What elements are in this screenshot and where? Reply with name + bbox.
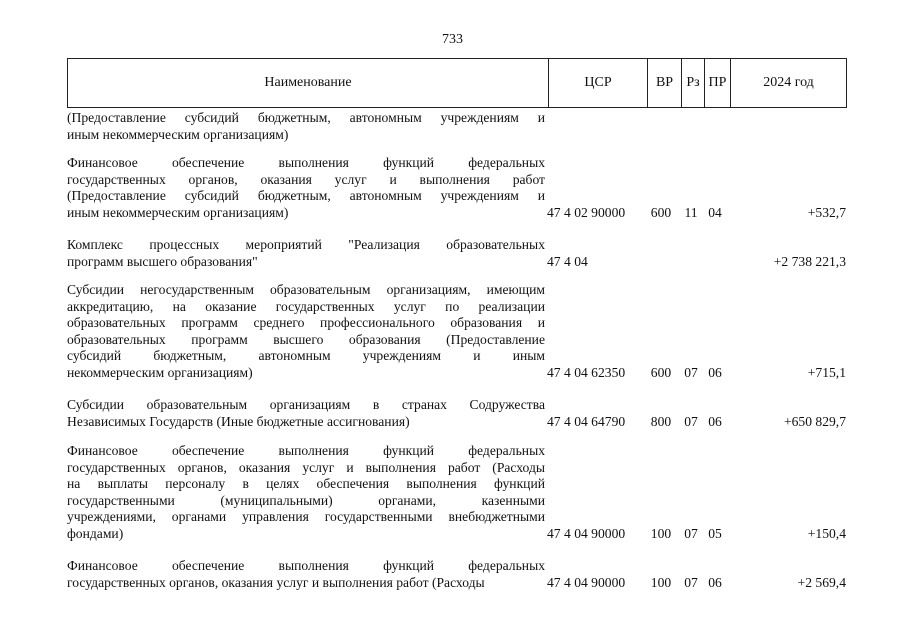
row-name: [67, 155, 545, 221]
row-pr: 06: [708, 364, 722, 380]
header-pr: ПР: [704, 59, 730, 107]
row-pr: 04: [708, 204, 722, 220]
row-csr: 47 4 04 64790: [547, 413, 626, 429]
row-name: [67, 558, 545, 591]
row-name-line: образовательных программ высшего образования (Предоставление: [67, 331, 545, 347]
row-amount: +650 829,7: [783, 413, 846, 429]
row-csr: 47 4 04: [547, 253, 588, 269]
row-name-line: государственных органов, оказания услуг и выполнения работ (Расходы: [67, 574, 485, 590]
row-name-line: аккредитацию, на оказание государственных услуг по реализации: [67, 298, 545, 314]
row-amount: +2 738 221,3: [773, 253, 846, 269]
row-pr: 06: [708, 574, 722, 590]
row-vr: 100: [650, 574, 672, 590]
row-rz: 11: [684, 204, 698, 220]
row-name-line: программ высшего образования": [67, 253, 258, 269]
header-rz: Рз: [681, 59, 704, 107]
header-name: Наименование: [264, 75, 352, 90]
row-name-line: государственных органов, оказания услуг и выполнения работ: [67, 171, 545, 187]
row-rz: 07: [684, 364, 698, 380]
row-name-line: некоммерческим организациям): [67, 364, 253, 380]
row-amount: +715,1: [807, 364, 846, 380]
row-name-line: фондами): [67, 525, 124, 541]
row-rz: 07: [684, 413, 698, 429]
header-csr: ЦСР: [548, 59, 647, 107]
header-vr: ВР: [647, 59, 681, 107]
row-name-line: Независимых Государств (Иные бюджетные ассигнования): [67, 413, 410, 429]
row-csr: 47 4 04 62350: [547, 364, 626, 380]
row-rz: 07: [684, 574, 698, 590]
row-name-line: учреждениями, органами управления государственными внебюджетными: [67, 509, 545, 524]
row-name-line: иным некоммерческим организациям): [67, 204, 289, 220]
row-csr: 47 4 04 90000: [547, 525, 626, 541]
row-name-line: образовательных программ среднего профессионального образования и: [67, 315, 545, 330]
row-vr: 100: [650, 525, 672, 541]
row-name-line: государственными (муниципальными) органами, казенными: [67, 492, 545, 508]
row-name-line: Финансовое обеспечение выполнения функций федеральных: [67, 443, 545, 458]
row-vr: 600: [650, 364, 672, 380]
row-vr: 600: [650, 204, 672, 220]
row-name: [67, 443, 545, 542]
row-name-line: Субсидии образовательным организациям в странах Содружества: [67, 397, 545, 412]
table-header: [67, 58, 847, 108]
row-csr: 47 4 04 90000: [547, 574, 626, 590]
row-name-line: (Предоставление субсидий бюджетным, автономным учреждениям и: [67, 188, 545, 203]
page-number: 733: [442, 32, 463, 47]
row-name-line: государственных органов, оказания услуг и выполнения работ (Расходы: [67, 459, 545, 475]
row-name-line: Субсидии негосударственным образовательным организациям, имеющим: [67, 282, 545, 297]
row-name: [67, 282, 545, 381]
row-vr: 800: [650, 413, 672, 429]
row-name-line: Комплекс процессных мероприятий "Реализация образовательных: [67, 237, 545, 252]
row-amount: +532,7: [807, 204, 846, 220]
row-name: [67, 110, 545, 143]
row-csr: 47 4 02 90000: [547, 204, 626, 220]
row-name: [67, 397, 545, 430]
header-year: 2024 год: [730, 59, 846, 107]
row-name-line: Финансовое обеспечение выполнения функций федеральных: [67, 155, 545, 170]
row-name: [67, 237, 545, 270]
row-name-line: (Предоставление субсидий бюджетным, автономным учреждениям и: [67, 110, 545, 125]
row-pr: 06: [708, 413, 722, 429]
row-amount: +2 569,4: [797, 574, 846, 590]
row-name-line: иным некоммерческим организациям): [67, 126, 289, 142]
row-amount: +150,4: [807, 525, 846, 541]
row-name-line: субсидий бюджетным, автономным учреждениям и иным: [67, 348, 545, 363]
row-name-line: Финансовое обеспечение выполнения функций федеральных: [67, 558, 545, 573]
row-name-line: на выплаты персоналу в целях обеспечения выполнения функций: [67, 476, 545, 491]
row-pr: 05: [708, 525, 722, 541]
row-rz: 07: [684, 525, 698, 541]
